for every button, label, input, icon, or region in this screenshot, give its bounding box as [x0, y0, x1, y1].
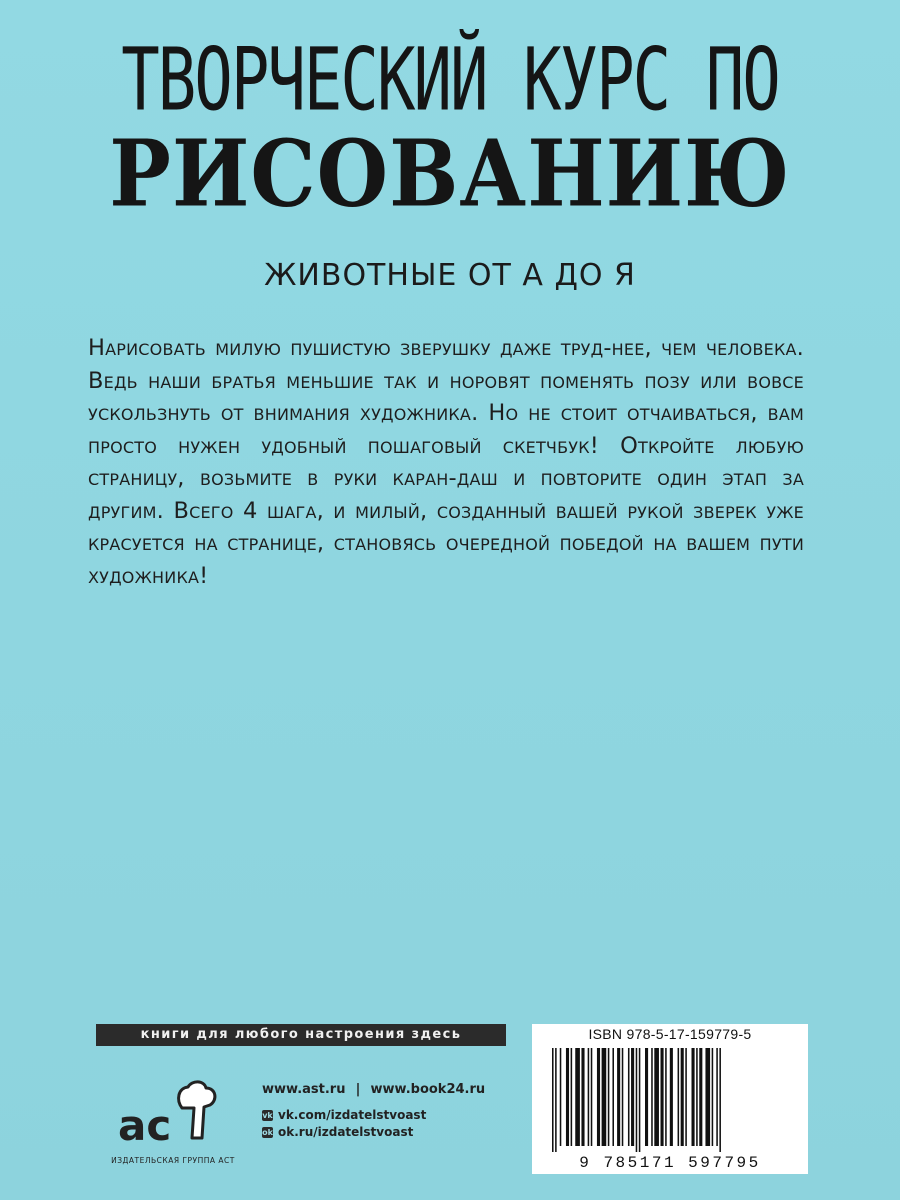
barcode-bar: [636, 1048, 638, 1152]
barcode-bar: [571, 1048, 573, 1146]
publisher-name: ИЗДАТЕЛЬСКАЯ ГРУППА АСТ: [111, 1156, 235, 1165]
barcode-bar: [597, 1048, 600, 1146]
barcode-bar: [639, 1048, 641, 1152]
social-link-text: vk.com/izdatelstvoast: [278, 1108, 427, 1122]
barcode-bar: [665, 1048, 667, 1146]
barcode-bar: [716, 1048, 718, 1146]
barcode-number: 9 785171 597795: [579, 1154, 761, 1172]
barcode-bar: [719, 1048, 721, 1152]
publisher-websites: [262, 1082, 485, 1097]
barcode-bar: [645, 1048, 648, 1146]
barcode-bar: [560, 1048, 562, 1146]
title-line-2: РИСОВАНИЮ: [109, 120, 791, 228]
barcode-bar: [622, 1048, 624, 1146]
website-separator: |: [355, 1082, 361, 1097]
barcode-bar: [602, 1048, 607, 1146]
ok-icon: ok: [262, 1127, 273, 1137]
barcode-bar: [628, 1048, 630, 1146]
barcode-bar: [681, 1048, 684, 1146]
barcode-bar: [566, 1048, 569, 1146]
social-link-ok[interactable]: [262, 1125, 413, 1139]
barcode-bar: [699, 1048, 702, 1146]
barcode-icon: [548, 1048, 792, 1152]
barcode-bar: [651, 1048, 653, 1146]
barcode-bar: [608, 1048, 610, 1146]
barcode-bar: [678, 1048, 680, 1146]
barcode-bar: [552, 1048, 554, 1152]
barcode-bar: [661, 1048, 664, 1146]
barcode-bar: [581, 1048, 584, 1146]
subtitle: ЖИВОТНЫЕ ОТ А ДО Я: [264, 258, 636, 293]
isbn-label: ISBN 978-5-17-159779-5: [588, 1026, 752, 1042]
ast-logo-icon: [112, 1078, 222, 1148]
barcode-bar: [591, 1048, 593, 1146]
barcode-bar: [631, 1048, 634, 1146]
barcode-bar: [712, 1048, 714, 1146]
barcode-bar: [654, 1048, 659, 1146]
barcode-bar: [692, 1048, 695, 1146]
barcode-bar: [555, 1048, 557, 1152]
description-text: Нарисовать милую пушистую зверушку даже труд-нее, чем человека. Ведь наши братья меньшие так и норовят поменять позу или вовсе ускользнуть от внимания художника. Но не стоит отчаиваться, вам просто нужен удобный пошаговый скетчбук! Откройте любую страницу, возьмите в руки каран-даш и повторите один этап за другим. Всего 4 шага, и милый, созданный вашей рукой зверек уже красуется на странице, становясь очередной победой на вашем пути художника!: [88, 335, 804, 589]
barcode-bar: [612, 1048, 614, 1146]
barcode-bar: [670, 1048, 673, 1146]
barcode-bar: [685, 1048, 687, 1146]
barcode-bar: [588, 1048, 590, 1146]
social-link-text: ok.ru/izdatelstvoast: [278, 1125, 414, 1139]
title-line-1: ТВОРЧЕСКИЙ КУРС ПО: [121, 31, 779, 132]
barcode-bar: [617, 1048, 620, 1146]
barcode-bar: [696, 1048, 698, 1146]
publisher-tagline: книги для любого настроения здесь: [96, 1024, 506, 1046]
svg-text:ac: ac: [118, 1101, 172, 1148]
barcode-bar: [575, 1048, 580, 1146]
social-link-vk[interactable]: [262, 1108, 426, 1122]
website-link-book24[interactable]: www.book24.ru: [370, 1082, 486, 1097]
website-link-ast[interactable]: www.ast.ru: [262, 1082, 346, 1097]
barcode-panel: [532, 1024, 808, 1174]
barcode-bar: [705, 1048, 710, 1146]
vk-icon: vk: [262, 1110, 273, 1120]
